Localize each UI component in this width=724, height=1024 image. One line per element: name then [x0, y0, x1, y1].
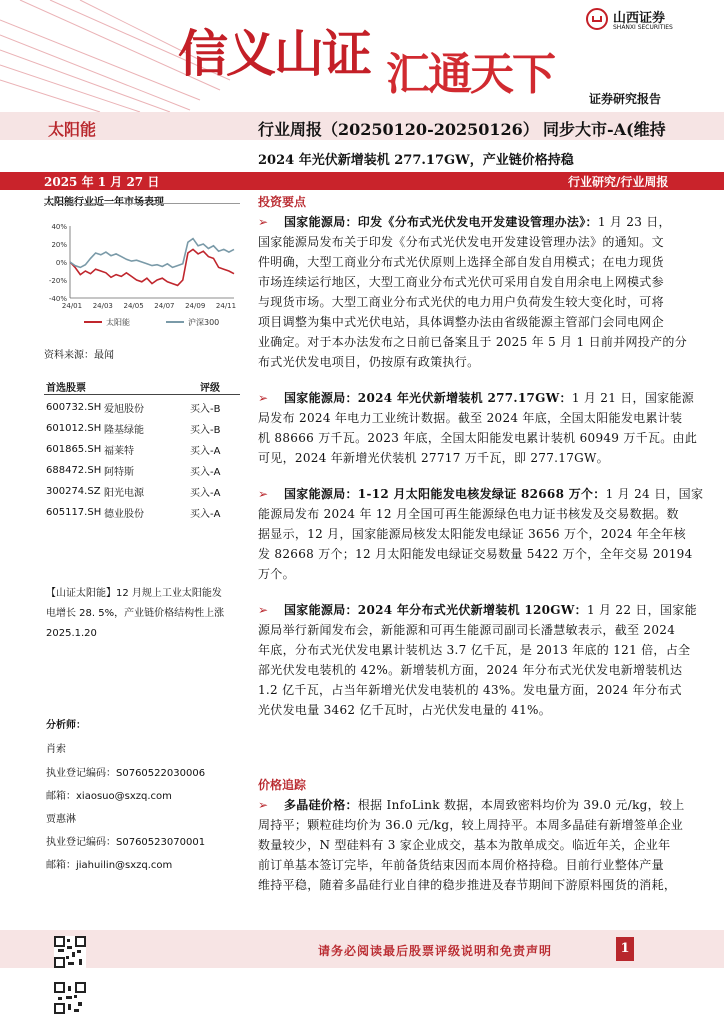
slogan-part-1: 信义山证 — [178, 24, 370, 83]
bullet-icon: ➢ — [258, 798, 269, 812]
report-subtitle: 2024 年光伏新增装机 277.17GW，产业链价格持稳 — [258, 153, 574, 168]
highlight-item — [258, 484, 704, 584]
stock-code: 300274.SZ — [46, 486, 101, 497]
chart-source: 资料来源：最闻 — [44, 350, 114, 361]
report-title: 行业周报（20250120-20250126） — [258, 120, 539, 139]
market-chart — [44, 212, 240, 340]
analyst-email[interactable]: 邮箱：jiahuilin@sxzq.com — [46, 860, 173, 871]
section-heading-price: 价格追踪 — [258, 778, 307, 792]
qr-code-icon — [54, 982, 86, 1014]
stock-code: 688472.SH — [46, 465, 102, 476]
item-text: 布式光伏发电项目，仍按原有政策执行。 — [258, 355, 480, 369]
stock-name: 福莱特 — [104, 446, 134, 457]
item-text: 数量较少，N 型硅料有 3 家企业成交，基本为散单成交。临近年关，企业年 — [258, 838, 671, 852]
report-date: 2025 年 1 月 27 日 — [44, 175, 160, 189]
item-text: 与现货市场。大型工商业分布式光伏的电力用户负荷发生较大变化时，可将 — [258, 295, 664, 309]
related-report-line: 【山证太阳能】12 月规上工业太阳能发 — [46, 588, 222, 599]
legend-label: 沪深300 — [188, 318, 220, 327]
item-text: 1.2 亿千瓦，占当年新增光伏发电装机的 43%。发电量方面，2024 年分布式 — [258, 683, 682, 697]
analyst-name: 贾惠淋 — [46, 814, 76, 825]
series-line-1 — [70, 239, 234, 268]
item-text: 周持平；颗粒硅均价为 36.0 元/kg，较上周持平。本周多晶硅有新增签单企业 — [258, 818, 684, 832]
table-header-rating: 评级 — [200, 383, 220, 394]
qr-code-icon — [54, 936, 86, 968]
price-item — [258, 795, 688, 895]
stock-rating: 买入-B — [190, 404, 221, 415]
stock-rating: 买入-B — [190, 425, 221, 436]
stock-name: 德业股份 — [104, 509, 144, 520]
bullet-icon: ➢ — [258, 215, 269, 229]
item-heading: 多晶硅价格： — [284, 798, 358, 812]
stock-code: 601012.SH — [46, 423, 102, 434]
item-text: 源局举行新闻发布会，新能源和可再生能源司副司长潘慧敏表示，截至 2024 — [258, 623, 676, 637]
x-tick-label: 24/09 — [185, 302, 206, 310]
item-text: 1 月 24 日，国家 — [605, 487, 704, 501]
stock-rating: 买入-A — [190, 488, 221, 499]
highlight-item — [258, 795, 688, 895]
item-text: 前订单基本签订完毕，年前备货结束因而本周价格持稳。目前行业整体产量 — [258, 858, 664, 872]
y-tick-label: -20% — [48, 277, 67, 285]
logo-subtext: SHANXI SECURITIES — [613, 24, 673, 31]
item-text: 业确定。对于本办法发布之日前已备案且于 2025 年 5 月 1 日前并网投产的分 — [258, 335, 687, 349]
stock-code: 600732.SH — [46, 402, 102, 413]
analyst-reg: 执业登记编码：S0760523070001 — [46, 837, 206, 848]
y-tick-label: 40% — [51, 223, 67, 231]
analyst-reg: 执业登记编码：S0760522030006 — [46, 768, 206, 779]
item-text: 据显示，12 月，国家能源局核发太阳能发电绿证 3656 万个，2024 年全年核 — [258, 527, 686, 541]
analyst-heading: 分析师： — [46, 720, 86, 731]
page-number: 1 — [616, 937, 634, 961]
date-band — [0, 172, 724, 190]
stock-row[interactable] — [46, 460, 240, 481]
item-text: 项目调整为集中式光伏电站，具体调整办法由省级能源主管部门会同电网企 — [258, 315, 664, 329]
item-text: 1 月 23 日， — [597, 215, 671, 229]
stock-code: 605117.SH — [46, 507, 102, 518]
x-tick-label: 24/03 — [92, 302, 113, 310]
divider — [44, 203, 240, 204]
item-text: 件明确，大型工商业分布式光伏原则上选择全部自发自用模式；在电力现货 — [258, 255, 664, 269]
item-text: 维持平稳，随着多晶硅行业自律的稳步推进及春节期间下游原料囤货的消耗， — [258, 878, 677, 892]
item-text: 国家能源局发布关于印发《分布式光伏发电开发建设管理办法》的通知。文 — [258, 235, 664, 249]
item-text: 1 月 22 日，国家能 — [586, 603, 697, 617]
highlights-list — [258, 212, 704, 736]
item-text: 根据 InfoLink 数据，本周致密料均价为 39.0 元/kg，较上 — [357, 798, 685, 812]
item-text: 机 88666 万千瓦。2023 年底，全国太阳能发电累计装机 60949 万千瓦。由此 — [258, 431, 698, 445]
stock-name: 隆基绿能 — [104, 425, 144, 436]
section-heading-highlights: 投资要点 — [258, 195, 307, 209]
x-tick-label: 24/05 — [123, 302, 144, 310]
x-tick-label: 24/07 — [154, 302, 175, 310]
item-heading: 国家能源局：1-12 月太阳能发电核发绿证 82668 万个： — [284, 487, 606, 501]
bullet-icon: ➢ — [258, 603, 269, 617]
item-text: 年底，分布式光伏发电累计装机达 3.7 亿千瓦，是 2013 年底的 121 倍，占全 — [258, 643, 691, 657]
report-category: 行业研究/行业周报 — [568, 175, 669, 189]
stock-row[interactable] — [46, 418, 240, 439]
item-text: 1 月 21 日，国家能源 — [571, 391, 695, 405]
stock-name: 爱旭股份 — [104, 404, 144, 415]
item-heading: 国家能源局：印发《分布式光伏发电开发建设管理办法》： — [284, 215, 598, 229]
logo-text: 山西证券 — [613, 11, 666, 26]
stock-row[interactable] — [46, 439, 240, 460]
related-report-date: 2025.1.20 — [46, 628, 97, 639]
stock-name: 阿特斯 — [104, 467, 134, 478]
item-text: 光伏发电量 3462 亿千瓦时，占光伏发电量的 41%。 — [258, 703, 552, 717]
disclaimer-link[interactable]: 请务必阅读最后股票评级说明和免责声明 — [318, 944, 553, 958]
stock-code: 601865.SH — [46, 444, 102, 455]
x-tick-label: 24/11 — [215, 302, 237, 310]
highlight-item — [258, 388, 698, 468]
slogan-part-2: 汇通天下 — [386, 49, 554, 100]
table-header-stock: 首选股票 — [46, 383, 86, 394]
y-tick-label: 20% — [51, 241, 67, 249]
analyst-email[interactable]: 邮箱：xiaosuo@sxzq.com — [46, 791, 172, 802]
item-text: 万个。 — [258, 567, 295, 581]
analyst-name: 肖索 — [46, 744, 66, 755]
item-text: 可见，2024 年新增光伏装机 27717 万千瓦，即 277.17GW。 — [258, 451, 609, 465]
stock-row[interactable] — [46, 481, 240, 502]
stock-name: 阳光电源 — [104, 488, 144, 499]
sector-name: 太阳能 — [48, 120, 97, 139]
stock-rating: 买入-A — [190, 467, 221, 478]
report-type: 证券研究报告 — [589, 92, 662, 106]
highlight-item — [258, 212, 688, 372]
related-report[interactable] — [46, 584, 224, 644]
item-text: 发 82668 万个；12 月太阳能发电绿证交易数量 5422 万个，全年交易 20194 — [258, 547, 693, 561]
legend-label: 太阳能 — [106, 318, 130, 327]
highlight-item — [258, 600, 697, 720]
y-tick-label: -40% — [48, 295, 67, 303]
stock-table — [46, 397, 240, 523]
chart-title — [44, 193, 164, 208]
y-tick-label: 0% — [55, 259, 67, 267]
item-text: 市场连续运行地区，大型工商业分布式光伏可采用自发自用余电上网模式参 — [258, 275, 664, 289]
item-text: 部光伏发电装机的 42%。新增装机方面，2024 年分布式光伏发电新增装机达 — [258, 663, 683, 677]
stock-row[interactable] — [46, 397, 240, 418]
related-report-line: 电增长 28. 5%，产业链价格结构性上涨 — [46, 608, 225, 619]
table-rule — [44, 394, 240, 395]
bullet-icon: ➢ — [258, 487, 269, 501]
x-tick-label: 24/01 — [61, 302, 83, 310]
stock-row[interactable] — [46, 502, 240, 523]
rating: 同步大市-A(维持 — [543, 120, 666, 139]
item-heading: 国家能源局：2024 年光伏新增装机 277.17GW： — [284, 391, 572, 405]
item-text: 能源局发布 2024 年 12 月全国可再生能源绿色电力证书核发及交易数据。数 — [258, 507, 679, 521]
logo-icon — [586, 8, 608, 30]
item-text: 局发布 2024 年电力工业统计数据。截至 2024 年底，全国太阳能发电累计装 — [258, 411, 683, 425]
bullet-icon: ➢ — [258, 391, 269, 405]
stock-rating: 买入-A — [190, 446, 221, 457]
stock-rating: 买入-A — [190, 509, 221, 520]
item-heading: 国家能源局：2024 年分布式光伏新增装机 120GW： — [284, 603, 587, 617]
